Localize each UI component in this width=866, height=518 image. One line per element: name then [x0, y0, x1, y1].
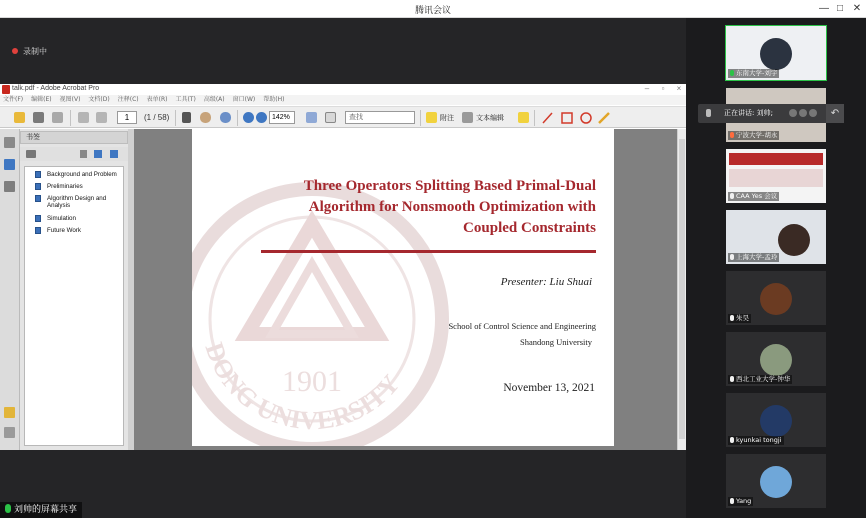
mic-icon [706, 109, 711, 117]
participant-avatar [760, 283, 792, 315]
menu-window[interactable]: 窗口(W) [232, 96, 256, 103]
speaking-indicator [698, 104, 844, 123]
line-tool-icon[interactable] [543, 113, 552, 123]
menu-help[interactable]: 帮助(H) [263, 96, 285, 103]
close-icon[interactable]: ✕ [852, 3, 862, 14]
zoom-tool-icon[interactable] [220, 112, 231, 123]
mic-icon [730, 498, 734, 504]
toolbar-separator [175, 110, 176, 126]
speaking-label: 正在讲话: 刘帅; [724, 109, 773, 117]
share-label-text: 刘帅的屏幕共享 [14, 505, 78, 515]
participant-name: 西北工业大学-钟华 [728, 375, 792, 384]
mic-icon [730, 254, 734, 260]
bookmarks-panel-icon[interactable] [4, 159, 15, 170]
document-view [134, 129, 677, 450]
menu-document[interactable]: 文档(D) [88, 96, 110, 103]
bookmark-label: Algorithm Design and Analysis [47, 195, 107, 209]
bookmarks-list [24, 166, 124, 446]
bookmark-item[interactable] [25, 215, 125, 222]
participant-avatar [760, 405, 792, 437]
sticky-note-icon[interactable] [426, 112, 437, 123]
menu-forms[interactable]: 表单(R) [146, 96, 168, 103]
page-number-input[interactable]: 1 [117, 111, 137, 124]
signatures-panel-icon[interactable] [4, 181, 15, 192]
bookmark-label: Background and Problem [47, 171, 117, 178]
participant-name: Yang [728, 497, 753, 506]
seal-year: 1901 [282, 365, 342, 398]
presenter-line: Presenter: Liu Shuai [500, 276, 592, 288]
menu-view[interactable]: 视图(V) [59, 96, 81, 103]
participant-tile[interactable] [726, 332, 826, 386]
participant-tile[interactable] [726, 149, 826, 203]
record-dot-icon [12, 48, 18, 54]
slide-page [192, 129, 614, 446]
text-edit-icon[interactable] [462, 112, 473, 123]
mic-icon [730, 70, 734, 76]
bookmarks-header: 书签 [20, 131, 128, 144]
bookmark-page-icon [35, 195, 41, 202]
bookmark-item[interactable] [25, 171, 125, 178]
participant-avatar [760, 466, 792, 498]
menu-advanced[interactable]: 高级(A) [203, 96, 225, 103]
menu-file[interactable]: 文件(F) [3, 96, 24, 103]
minimize-icon[interactable]: — [819, 3, 829, 14]
acrobat-toolbar [0, 106, 686, 128]
oval-tool-icon[interactable] [581, 113, 591, 123]
seal-text: DONG UNIVERSITY [199, 338, 406, 436]
mic-icon [730, 315, 734, 321]
bookmark-page-icon [35, 171, 41, 178]
participant-tile[interactable] [726, 393, 826, 447]
page-count: (1 / 58) [144, 113, 170, 122]
toolbar-separator [70, 110, 71, 126]
meeting-title: 腾讯会议 [414, 6, 451, 16]
mic-icon [5, 504, 11, 513]
university-line: Shandong University [519, 337, 592, 347]
document-scrollbar[interactable] [677, 129, 686, 450]
menu-tools[interactable]: 工具(T) [175, 96, 196, 103]
shared-banner [729, 153, 823, 165]
recording-label: 录制中 [23, 47, 47, 56]
previous-page-icon[interactable] [78, 112, 89, 123]
participant-tile[interactable] [726, 26, 826, 80]
select-cursor-icon[interactable] [182, 112, 191, 123]
pencil-tool-icon[interactable] [599, 113, 609, 123]
slide-title-line: Coupled Constraints [463, 220, 596, 236]
participant-name: 朱昊 [728, 314, 751, 323]
open-folder-icon[interactable] [14, 112, 25, 123]
talk-date: November 13, 2021 [503, 382, 595, 394]
menu-edit[interactable]: 编辑(E) [31, 96, 52, 103]
toolbar-separator [237, 110, 238, 126]
participant-avatar [778, 224, 810, 256]
bookmark-page-icon [35, 183, 41, 190]
participant-name: 上海大学-孟玲 [728, 253, 779, 262]
bookmark-item[interactable] [25, 195, 125, 209]
drawing-tools [541, 111, 631, 125]
menu-comments[interactable]: 注释(C) [117, 96, 139, 103]
hand-tool-icon[interactable] [200, 112, 211, 123]
next-page-icon[interactable] [96, 112, 107, 123]
zoom-out-icon[interactable] [243, 112, 254, 123]
bookmark-item[interactable] [25, 183, 125, 190]
pdf-file-icon [2, 85, 10, 94]
acrobat-title-bar [0, 84, 686, 95]
bookmark-page-icon [35, 227, 41, 234]
bookmarks-toolbar [20, 147, 128, 161]
save-icon[interactable] [52, 112, 63, 123]
navigation-strip [0, 129, 20, 450]
participant-tile[interactable] [726, 210, 826, 264]
slide-title [236, 176, 596, 239]
school-line: School of Control Science and Engineering [448, 321, 596, 331]
mic-icon [730, 376, 734, 382]
mic-icon [730, 193, 734, 199]
bookmarks-panel [20, 129, 128, 450]
bookmark-page-icon [35, 215, 41, 222]
toolbar-separator [420, 110, 421, 126]
highlight-tool-icon[interactable] [518, 112, 529, 123]
comment-label[interactable]: 附注 [440, 114, 454, 122]
title-rule [261, 250, 596, 253]
options-icon[interactable] [26, 150, 36, 158]
bookmark-label: Future Work [47, 227, 81, 234]
recording-indicator [12, 46, 47, 57]
slide-title-line: Three Operators Splitting Based Primal-Dual [303, 178, 596, 194]
acrobat-menu-bar [0, 95, 686, 105]
acrobat-close-icon[interactable]: × [676, 84, 682, 93]
participant-name: 东南大学-刘宇 [728, 69, 779, 78]
mic-icon [730, 437, 734, 443]
rectangle-tool-icon[interactable] [562, 113, 572, 123]
bookmark-label: Preliminaries [47, 183, 83, 190]
acrobat-maximize-icon[interactable]: ▫ [661, 84, 665, 93]
bookmark-item[interactable] [25, 227, 125, 234]
participant-name: kyunkai tongji [728, 436, 784, 445]
participant-avatar [760, 38, 792, 70]
bookmark-label: Simulation [47, 215, 76, 222]
participant-name: CAA Yes 会议 [728, 192, 779, 201]
maximize-icon[interactable]: □ [836, 3, 844, 14]
participant-avatar [760, 344, 792, 376]
participant-name: 宁波大学-胡永 [728, 131, 779, 140]
zoom-in-icon[interactable] [256, 112, 267, 123]
acrobat-window-title: talk.pdf - Adobe Acrobat Pro [12, 85, 100, 92]
participant-tile[interactable] [726, 271, 826, 325]
collapse-arrow-icon[interactable]: ↶ [826, 104, 844, 123]
speaking-bubbles-icon [788, 108, 818, 118]
text-edit-label[interactable]: 文本编辑 [476, 114, 504, 122]
participant-tile[interactable] [726, 454, 826, 508]
participant-list[interactable] [686, 18, 866, 518]
scrollbar-thumb[interactable] [679, 139, 685, 439]
search-input[interactable]: 查找 [345, 111, 415, 124]
toolbar-separator [534, 110, 535, 126]
mic-icon [730, 132, 734, 138]
acrobat-minimize-icon[interactable]: – [644, 84, 650, 93]
meeting-title-bar [0, 0, 866, 18]
pages-panel-icon[interactable] [4, 137, 15, 148]
slide-title-line: Algorithm for Nonsmooth Optimization with [308, 199, 596, 215]
fit-page-icon[interactable] [306, 112, 317, 123]
new-bookmark-icon[interactable] [94, 150, 102, 158]
print-icon[interactable] [33, 112, 44, 123]
acrobat-window [0, 84, 686, 450]
expand-bookmark-icon[interactable] [110, 150, 118, 158]
fit-width-icon[interactable] [325, 112, 336, 123]
attachments-panel-icon[interactable] [4, 427, 15, 438]
comments-panel-icon[interactable] [4, 407, 15, 418]
zoom-level-select[interactable]: 142% [269, 111, 295, 124]
screen-share-label [0, 502, 82, 518]
delete-bookmark-icon[interactable] [80, 150, 87, 158]
shared-banner [729, 169, 823, 187]
